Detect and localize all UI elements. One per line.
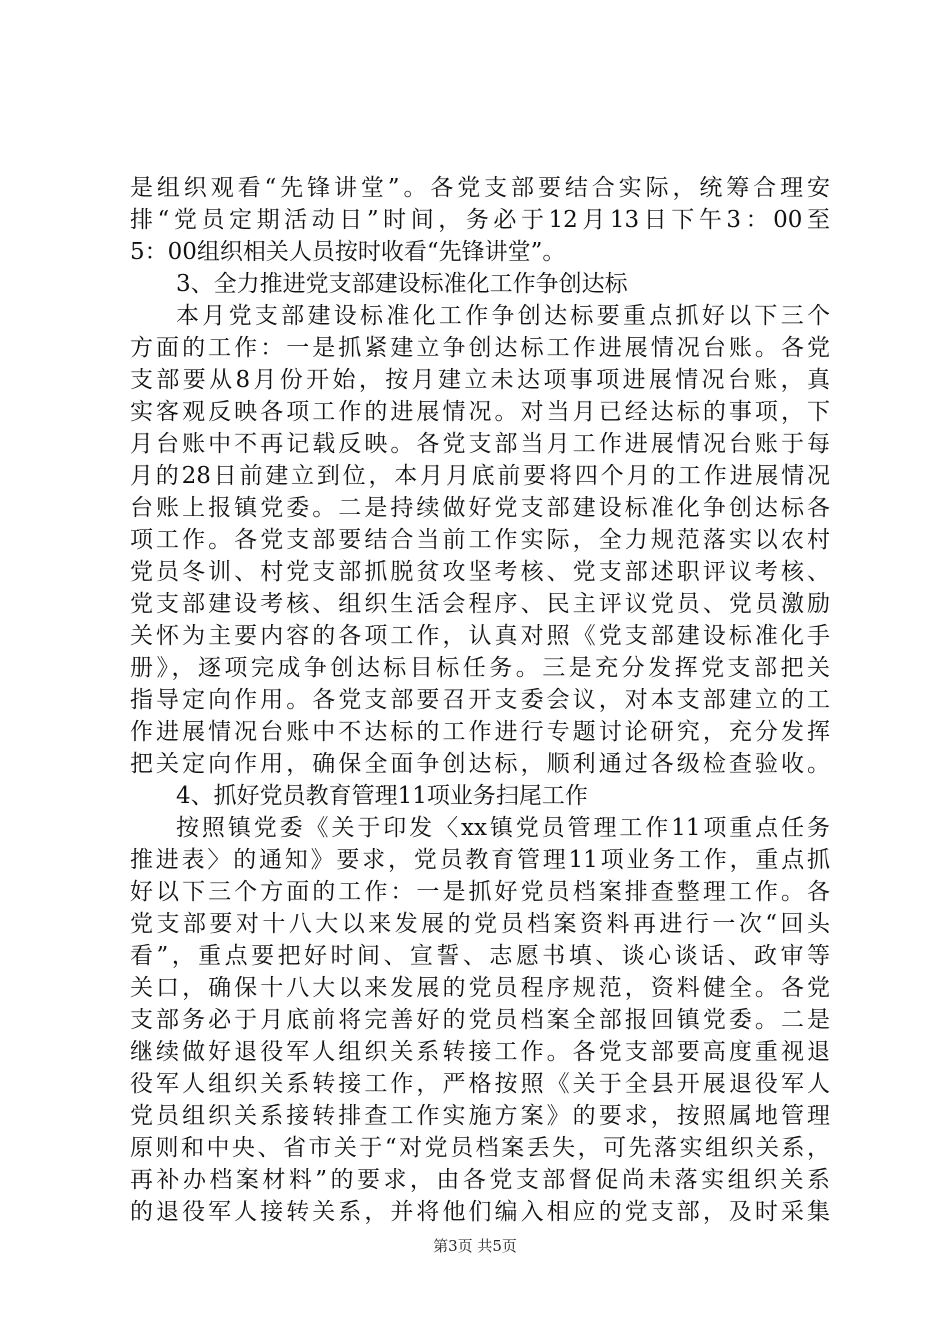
body-text-line: 役军人组织关系转接工作，严格按照《关于全县开展退役军人 [130,1071,830,1097]
body-text-line: 指导定向作用。各党支部要召开支委会议，对本支部建立的工 [130,687,830,713]
body-text-line: 把关定向作用，确保全面争创达标，顺利通过各级检查验收。 [130,751,830,777]
body-text-line: 关怀为主要内容的各项工作，认真对照《党支部建设标准化手 [130,623,830,649]
body-text-line: 党员组织关系接转排查工作实施方案》的要求，按照属地管理 [130,1103,830,1129]
body-text-line: 方面的工作：一是抓紧建立争创达标工作进展情况台账。各党 [130,335,830,361]
body-text-line: 是组织观看“先锋讲堂”。各党支部要结合实际，统筹合理安 [130,175,830,201]
body-text-line: 作进展情况台账中不达标的工作进行专题讨论研究，充分发挥 [130,719,830,745]
body-text-line: 好以下三个方面的工作：一是抓好党员档案排查整理工作。各 [130,879,830,905]
document-body [130,172,830,1228]
body-text-line: 月台账中不再记载反映。各党支部当月工作进展情况台账于每 [130,431,830,457]
page-number-footer: 第3页 共5页 [433,1237,517,1255]
body-text-line: 关口，确保十八大以来发展的党员程序规范，资料健全。各党 [130,975,830,1001]
section-heading: 4、抓好党员教育管理11项业务扫尾工作 [176,783,588,809]
body-text-line: 的退役军人接转关系，并将他们编入相应的党支部，及时采集 [130,1199,830,1225]
body-text-line: 推进表〉的通知》要求，党员教育管理11项业务工作，重点抓 [130,847,830,873]
body-text-line: 党支部建设考核、组织生活会程序、民主评议党员、党员激励 [130,591,830,617]
body-text-line: 支部要从8月份开始，按月建立未达项事项进展情况台账，真 [130,367,830,393]
body-text-line: 册》，逐项完成争创达标目标任务。三是充分发挥党支部把关 [130,655,830,681]
body-text-line: 按照镇党委《关于印发〈xx镇党员管理工作11项重点任务 [176,815,830,841]
section-heading: 3、全力推进党支部建设标准化工作争创达标 [176,271,628,297]
body-text-line: 排“党员定期活动日”时间，务必于12月13日下午3：00至 [130,207,830,233]
body-text-line: 支部务必于月底前将完善好的党员档案全部报回镇党委。二是 [130,1007,830,1033]
body-text-line: 月的28日前建立到位，本月月底前要将四个月的工作进展情况 [130,463,830,489]
body-text-line: 台账上报镇党委。二是持续做好党支部建设标准化争创达标各 [130,495,830,521]
body-text-line: 继续做好退役军人组织关系转接工作。各党支部要高度重视退 [130,1039,830,1065]
body-text-line: 5：00组织相关人员按时收看“先锋讲堂”。 [130,239,566,265]
body-text-line: 再补办档案材料”的要求，由各党支部督促尚未落实组织关系 [130,1167,830,1193]
body-text-line: 看”，重点要把好时间、宣誓、志愿书填、谈心谈话、政审等 [130,943,830,969]
body-text-line: 党员冬训、村党支部抓脱贫攻坚考核、党支部述职评议考核、 [130,559,830,585]
body-text-line: 党支部要对十八大以来发展的党员档案资料再进行一次“回头 [130,911,830,937]
body-text-line: 项工作。各党支部要结合当前工作实际，全力规范落实以农村 [130,527,830,553]
body-text-line: 本月党支部建设标准化工作争创达标要重点抓好以下三个 [176,303,830,329]
body-text-line: 原则和中央、省市关于“对党员档案丢失，可先落实组织关系， [130,1135,830,1161]
body-text-line: 实客观反映各项工作的进展情况。对当月已经达标的事项，下 [130,399,830,425]
